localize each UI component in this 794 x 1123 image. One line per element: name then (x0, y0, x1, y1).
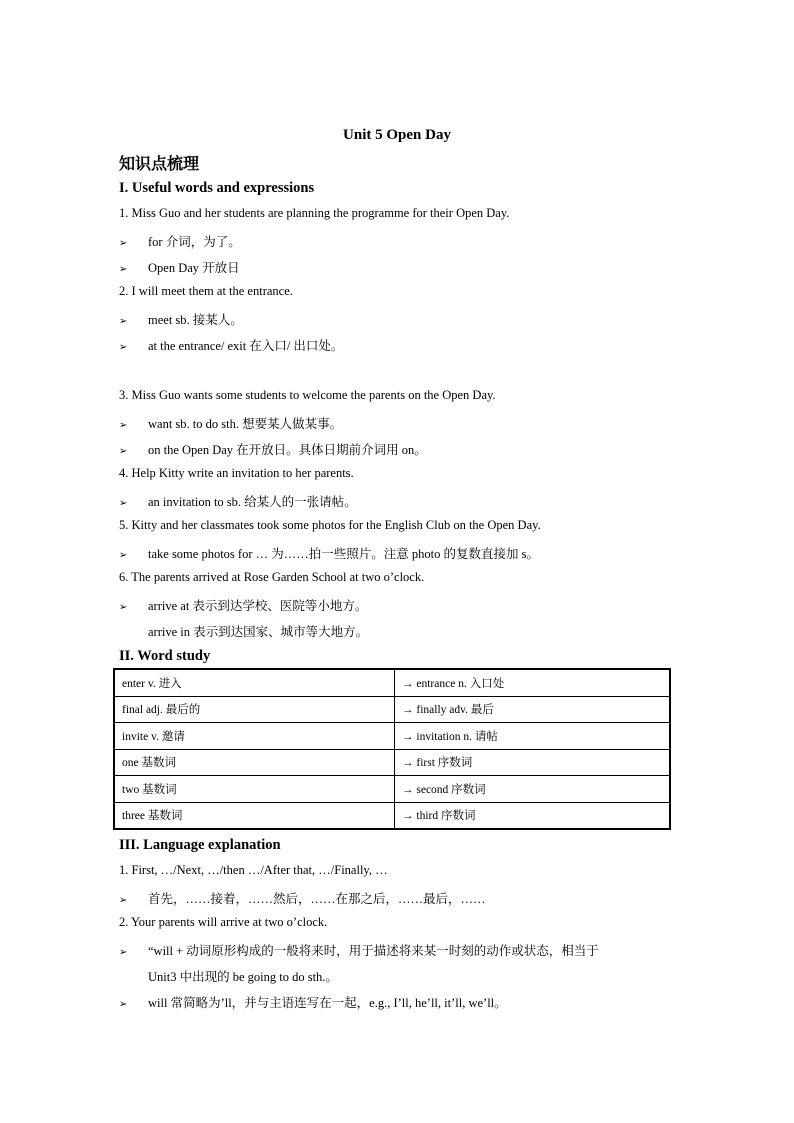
sentence-5: 5. Kitty and her classmates took some photos for the English Club on the Open Day. (119, 518, 541, 532)
bullet-item: ➢ for 介词，为了。 (119, 235, 241, 249)
bullet-arrow-icon: ➢ (119, 999, 128, 1010)
bullet-arrow-icon: ➢ (119, 947, 128, 958)
table-cell: → invitation n. 请帖 (395, 723, 671, 750)
bullet-arrow-icon: ➢ (119, 238, 128, 249)
table-row (114, 669, 670, 696)
table-row (114, 696, 670, 723)
bullet-item: ➢ arrive at 表示到达学校、医院等小地方。 (119, 599, 368, 613)
table-row (114, 749, 670, 776)
bullet-item: ➢ an invitation to sb. 给某人的一张请帖。 (119, 495, 357, 509)
table-cell: invite v. 邀请 (114, 723, 395, 750)
bullet-item: ➢ 首先，……接着，……然后，……在那之后，……最后，…… (119, 892, 486, 906)
bullet-arrow-icon: ➢ (119, 264, 128, 275)
bullet-arrow-icon: ➢ (119, 316, 128, 327)
sentence-1: 1. First, …/Next, …/then …/After that, …/Finally, … (119, 863, 388, 877)
bullet-item: ➢ take some photos for … 为……拍一些照片。注意 photo 的复数直接加 s。 (119, 547, 539, 561)
table-cell: final adj. 最后的 (114, 696, 395, 723)
sentence-2: 2. Your parents will arrive at two o’clock. (119, 915, 328, 929)
sentence-2: 2. I will meet them at the entrance. (119, 284, 293, 298)
bullet-arrow-icon: ➢ (119, 550, 128, 561)
bullet-arrow-icon: ➢ (119, 342, 128, 353)
bullet-continuation: Unit3 中出现的 be going to do sth.。 (148, 970, 338, 984)
table-cell: enter v. 进入 (114, 669, 395, 696)
section-language-explanation-heading: III. Language explanation (119, 837, 281, 853)
bullet-item: ➢ at the entrance/ exit 在入口/ 出口处。 (119, 339, 344, 353)
knowledge-heading: 知识点梳理 (119, 154, 200, 173)
bullet-item: ➢ meet sb. 接某人。 (119, 313, 243, 327)
bullet-item: ➢ “will + 动词原形构成的一般将来时，用于描述将来某一时刻的动作或状态，相当于 (119, 944, 599, 958)
bullet-arrow-icon: ➢ (119, 498, 128, 509)
table-cell: → third 序数词 (395, 802, 671, 829)
table-cell: one 基数词 (114, 749, 395, 776)
bullet-arrow-icon: ➢ (119, 420, 128, 431)
sentence-1: 1. Miss Guo and her students are planning the programme for their Open Day. (119, 206, 510, 220)
table-cell: → entrance n. 入口处 (395, 669, 671, 696)
sentence-6: 6. The parents arrived at Rose Garden School at two o’clock. (119, 570, 425, 584)
bullet-item: ➢ Open Day 开放日 (119, 261, 240, 275)
bullet-item: ➢ want sb. to do sth. 想要某人做某事。 (119, 417, 343, 431)
section-useful-words-heading: I. Useful words and expressions (119, 180, 315, 196)
sentence-4: 4. Help Kitty write an invitation to her parents. (119, 466, 354, 480)
table-cell: three 基数词 (114, 802, 395, 829)
page-title: Unit 5 Open Day (343, 127, 451, 143)
sentence-3: 3. Miss Guo wants some students to welcome the parents on the Open Day. (119, 388, 496, 402)
bullet-arrow-icon: ➢ (119, 602, 128, 613)
bullet-arrow-icon: ➢ (119, 446, 128, 457)
table-cell: → first 序数词 (395, 749, 671, 776)
table-cell: → second 序数词 (395, 776, 671, 803)
bullet-item: ➢ on the Open Day 在开放日。具体日期前介词用 on。 (119, 443, 427, 457)
table-row (114, 723, 670, 750)
table-row (114, 802, 670, 829)
section-word-study-heading: II. Word study (119, 648, 211, 664)
bullet-item: ➢ will 常简略为’ll，并与主语连写在一起，e.g., I’ll, he’ll, it’ll, we’ll。 (119, 996, 507, 1010)
table-cell: → finally adv. 最后 (395, 696, 671, 723)
word-study-table (113, 668, 671, 830)
table-row (114, 776, 670, 803)
bullet-arrow-icon: ➢ (119, 895, 128, 906)
bullet-continuation: arrive in 表示到达国家、城市等大地方。 (148, 625, 369, 639)
table-cell: two 基数词 (114, 776, 395, 803)
